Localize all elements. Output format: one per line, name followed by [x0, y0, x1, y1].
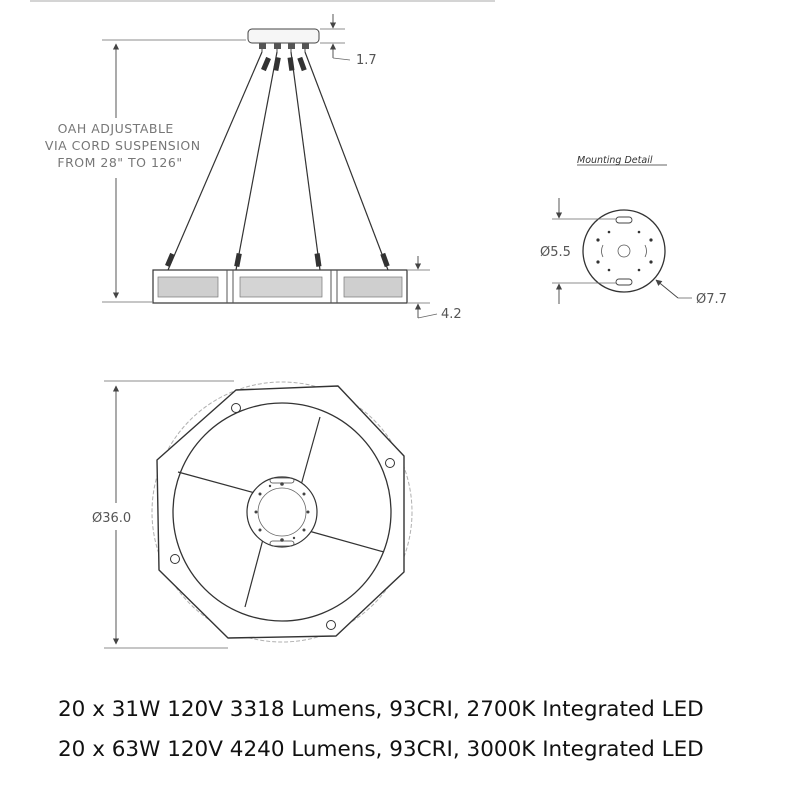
- canopy-height-dimension: [320, 14, 350, 60]
- spec-line-1: 20 x 31W 120V 3318 Lumens, 93CRI, 2700K Integrated LED: [58, 697, 704, 722]
- note-line-2: VIA CORD SUSPENSION: [44, 138, 201, 153]
- ring-side-view: [153, 270, 407, 303]
- overall-height-dimension: [102, 40, 246, 302]
- plan-diameter-label: Ø36.0: [92, 511, 132, 526]
- elevation-view: [30, 1, 495, 322]
- canopy-height-label: 1.7: [356, 53, 377, 68]
- suspension-cords: [166, 52, 389, 270]
- ring-height-dimension: [408, 256, 437, 318]
- canopy: [248, 29, 319, 52]
- spec-line-2: 20 x 63W 120V 4240 Lumens, 93CRI, 3000K Integrated LED: [58, 737, 704, 762]
- inner-diameter-label: Ø5.5: [540, 245, 571, 260]
- mounting-detail: [540, 155, 727, 307]
- plan-view: [92, 381, 412, 648]
- note-line-1: OAH ADJUSTABLE: [57, 121, 174, 136]
- spec-list: [58, 690, 778, 770]
- mounting-detail-title: Mounting Detail: [577, 155, 653, 166]
- outer-diameter-label: Ø7.7: [696, 292, 727, 307]
- ring-height-label: 4.2: [441, 307, 462, 322]
- note-line-3: FROM 28" TO 126": [57, 155, 183, 170]
- suspension-note: [45, 121, 205, 170]
